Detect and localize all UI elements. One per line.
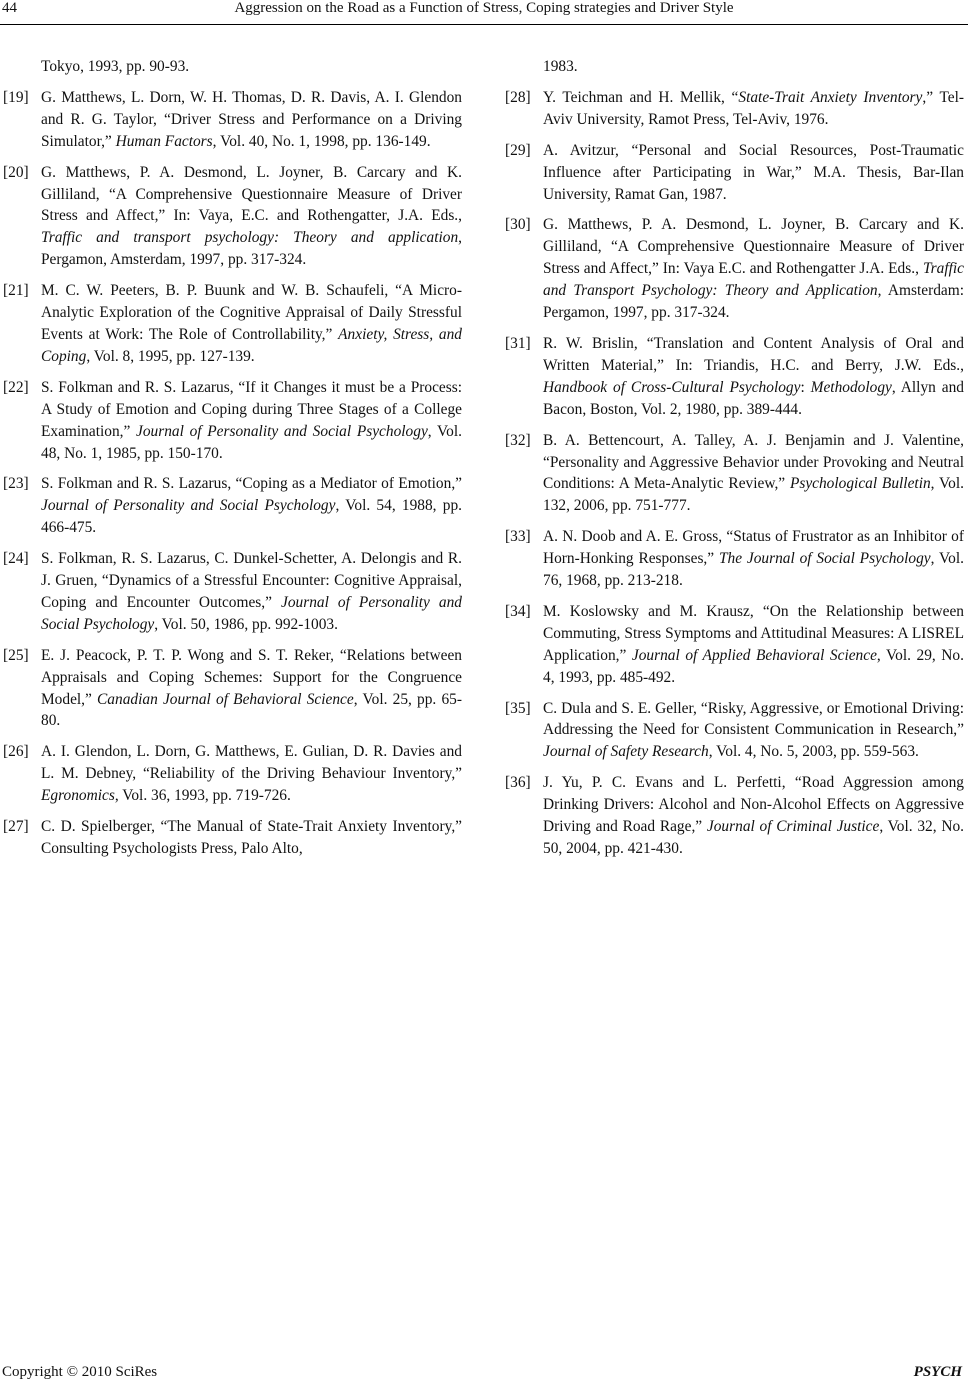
reference-entry [505, 430, 965, 518]
reference-entry [505, 214, 964, 324]
reference-entry [3, 377, 462, 465]
reference-number: [24] [3, 550, 29, 568]
reference-text: , Vol. 54, 1988, pp. 466-475. [41, 497, 462, 537]
reference-source-title: Traffic and transport psychology: Theory and application [41, 229, 459, 247]
journal-name: PSYCH [913, 1364, 962, 1380]
reference-number: [26] [3, 743, 29, 761]
reference-number: [19] [3, 88, 29, 106]
reference-source-title: Handbook of Cross-Cultural Psychology [543, 378, 801, 396]
reference-text: , Vol. 32, No. 50, 2004, pp. 421-430. [543, 818, 964, 857]
reference-text: S. Folkman and R. S. Lazarus, “Coping as a Mediator of Emotion,” [41, 475, 462, 493]
reference-entry [505, 698, 964, 764]
references-right-column [505, 56, 965, 869]
reference-entry [505, 601, 964, 689]
reference-source-title: Psychological Bulletin [789, 475, 931, 493]
page-number: 44 [2, 0, 17, 16]
reference-number: [29] [505, 141, 531, 159]
reference-text: , Vol. 25, pp. 65-80. [41, 690, 462, 730]
reference-text: 1983. [543, 58, 578, 75]
reference-number: [23] [3, 475, 29, 493]
reference-source-title: Journal of Safety Research [543, 743, 709, 761]
reference-text: S. Folkman, R. S. Lazarus, C. Dunkel-Schetter, A. Delongis and R. J. Gruen, “Dynamics of a Stressful Encounter: Cognitive Appraisal, Coping and Encounter Outcomes,” [41, 550, 462, 611]
running-title: Aggression on the Road as a Function of Stress, Coping strategies and Driver Style [234, 0, 734, 16]
reference-text: C. D. Spielberger, “The Manual of State-Trait Anxiety Inventory,” Consulting Psychologists Press, Palo Alto, [41, 818, 462, 857]
reference-text: A. Avitzur, “Personal and Social Resources, Post-Traumatic Influence after Participating in War,” M.A. Thesis, Bar-Ilan University, Ramat Gan, 1987. [543, 141, 964, 203]
reference-entry [3, 162, 462, 272]
reference-source-title: Egronomics [41, 787, 115, 805]
reference-text: , Allyn and Bacon, Boston, Vol. 2, 1980, pp. 389-444. [543, 378, 964, 418]
reference-text: ,” Tel-Aviv University, Ramot Press, Tel-Aviv, 1976. [543, 88, 965, 128]
reference-number: [35] [505, 699, 531, 717]
reference-entry [505, 140, 964, 206]
reference-text: , Vol. 76, 1968, pp. 213-218. [543, 550, 964, 590]
reference-text: , Pergamon, Amsterdam, 1997, pp. 317-324. [41, 229, 462, 269]
reference-text: J. Yu, P. C. Evans and L. Perfetti, “Road Aggression among Drinking Drivers: Alcohol and Non-Alcohol Effects on Aggressive Driving and Road Rage,” [543, 774, 964, 836]
reference-source-title: Methodology [810, 378, 892, 396]
reference-number: [21] [3, 282, 29, 300]
reference-number: [33] [505, 528, 531, 546]
reference-text: , Vol. 48, No. 1, 1985, pp. 150-170. [41, 422, 462, 462]
reference-text: G. Matthews, L. Dorn, W. H. Thomas, D. R. Davis, A. I. Glendon and R. G. Taylor, “Driver Stress and Performance on a Driving Simulator,” [41, 88, 462, 150]
reference-entry [505, 87, 965, 131]
reference-source-title: State-Trait Anxiety Inventory [738, 88, 923, 106]
reference-number: [32] [505, 431, 531, 449]
reference-entry [505, 772, 964, 860]
reference-number: [34] [505, 602, 531, 620]
reference-text: G. Matthews, P. A. Desmond, L. Joyner, B. Carcary and K. Gilliland, “A Comprehensive Questionnaire Measure of Driver Stress and Affect,” In: Vaya E.C. and Rothengatter J.A. Eds., [543, 216, 964, 278]
reference-text: , Vol. 4, No. 5, 2003, pp. 559-563. [708, 743, 919, 761]
page-footer [0, 1364, 968, 1386]
reference-number: [30] [505, 216, 531, 234]
reference-entry [505, 526, 964, 592]
reference-text: , Amsterdam: Pergamon, 1997, pp. 317-324. [543, 282, 964, 322]
reference-source-title: Journal of Personality and Social Psychology [136, 422, 428, 440]
reference-continuation [41, 56, 462, 78]
reference-text: A. N. Doob and A. E. Gross, “Status of Frustrator as an Inhibitor of Horn-Honking Responses,” [543, 528, 964, 568]
reference-source-title: The Journal of Social Psychology [718, 550, 931, 568]
reference-source-title: Traffic and Transport Psychology: Theory and Application [543, 260, 964, 300]
header-rule [0, 24, 968, 25]
reference-text: Tokyo, 1993, pp. 90-93. [41, 58, 190, 75]
reference-source-title: Anxiety, Stress, and Coping [41, 325, 462, 365]
reference-text: , Vol. 132, 2006, pp. 751-777. [543, 475, 965, 515]
copyright-notice: Copyright © 2010 SciRes [2, 1364, 158, 1380]
reference-text: S. Folkman and R. S. Lazarus, “If it Changes it must be a Process: A Study of Emotion and Coping during Three Stages of a College Examination,” [41, 378, 462, 440]
reference-text: M. Koslowsky and M. Krausz, “On the Relationship between Commuting, Stress Symptoms and Attitudinal Measures: A LISREL Application,” [543, 602, 964, 664]
reference-source-title: Human Factors [115, 132, 213, 150]
reference-text: B. A. Bettencourt, A. Talley, A. J. Benjamin and J. Valentine, “Personality and Aggressive Behavior under Provoking and Neutral Conditions: A Meta-Analytic Review,” [543, 431, 964, 493]
reference-entry [3, 548, 463, 636]
reference-number: [20] [3, 163, 29, 181]
reference-text: E. J. Peacock, P. T. P. Wong and S. T. Reker, “Relations between Appraisals and Coping Schemes: Support for the Congruence Model,” [41, 646, 462, 708]
reference-entry [3, 816, 462, 860]
reference-entry [3, 741, 462, 807]
reference-continuation [543, 56, 964, 78]
reference-text: G. Matthews, P. A. Desmond, L. Joyner, B. Carcary and K. Gilliland, “A Comprehensive Questionnaire Measure of Driver Stress and Affect,” In: Vaya, E.C. and Rothengatter, J.A. Eds., [41, 163, 462, 225]
reference-entry [3, 473, 462, 539]
reference-text: : [800, 378, 811, 396]
reference-source-title: Journal of Personality and Social Psychology [41, 593, 463, 633]
reference-number: [31] [505, 334, 531, 352]
reference-source-title: Canadian Journal of Behavioral Science [97, 690, 354, 708]
reference-number: [28] [505, 88, 531, 106]
reference-text: Y. Teichman and H. Mellik, “ [543, 88, 739, 106]
reference-entry [3, 87, 462, 153]
reference-number: [25] [3, 646, 29, 664]
reference-text: C. Dula and S. E. Geller, “Risky, Aggressive, or Emotional Driving: Addressing the Need for Consistent Communication in Research,” [543, 699, 964, 739]
reference-text: , Vol. 40, No. 1, 1998, pp. 136-149. [212, 132, 431, 150]
reference-source-title: Journal of Applied Behavioral Science [631, 646, 877, 664]
reference-text: M. C. W. Peeters, B. P. Buunk and W. B. Schaufeli, “A Micro-Analytic Exploration of the Cognitive Appraisal of Daily Stressful Events at Work: The Role of Controllability,” [41, 282, 462, 343]
reference-number: [36] [505, 774, 531, 792]
reference-entry [505, 333, 964, 421]
reference-text: , Vol. 29, No. 4, 1993, pp. 485-492. [543, 646, 964, 686]
reference-text: A. I. Glendon, L. Dorn, G. Matthews, E. Gulian, D. R. Davies and L. M. Debney, “Reliability of the Driving Behaviour Inventory,” [41, 743, 462, 783]
reference-source-title: Journal of Personality and Social Psychology [41, 497, 336, 515]
reference-text: , Vol. 8, 1995, pp. 127-139. [86, 347, 255, 365]
reference-number: [22] [3, 378, 29, 396]
reference-text: R. W. Brislin, “Translation and Content Analysis of Oral and Written Material,” In: Triandis, H.C. and Berry, J.W. Eds., [543, 334, 964, 374]
reference-entry [3, 645, 462, 733]
reference-entry [3, 280, 462, 368]
references-left-column [3, 56, 463, 869]
reference-text: , Vol. 36, 1993, pp. 719-726. [114, 787, 291, 805]
reference-number: [27] [3, 818, 29, 836]
reference-text: , Vol. 50, 1986, pp. 992-1003. [154, 615, 338, 633]
reference-source-title: Journal of Criminal Justice [706, 818, 880, 836]
page-header [0, 0, 968, 24]
